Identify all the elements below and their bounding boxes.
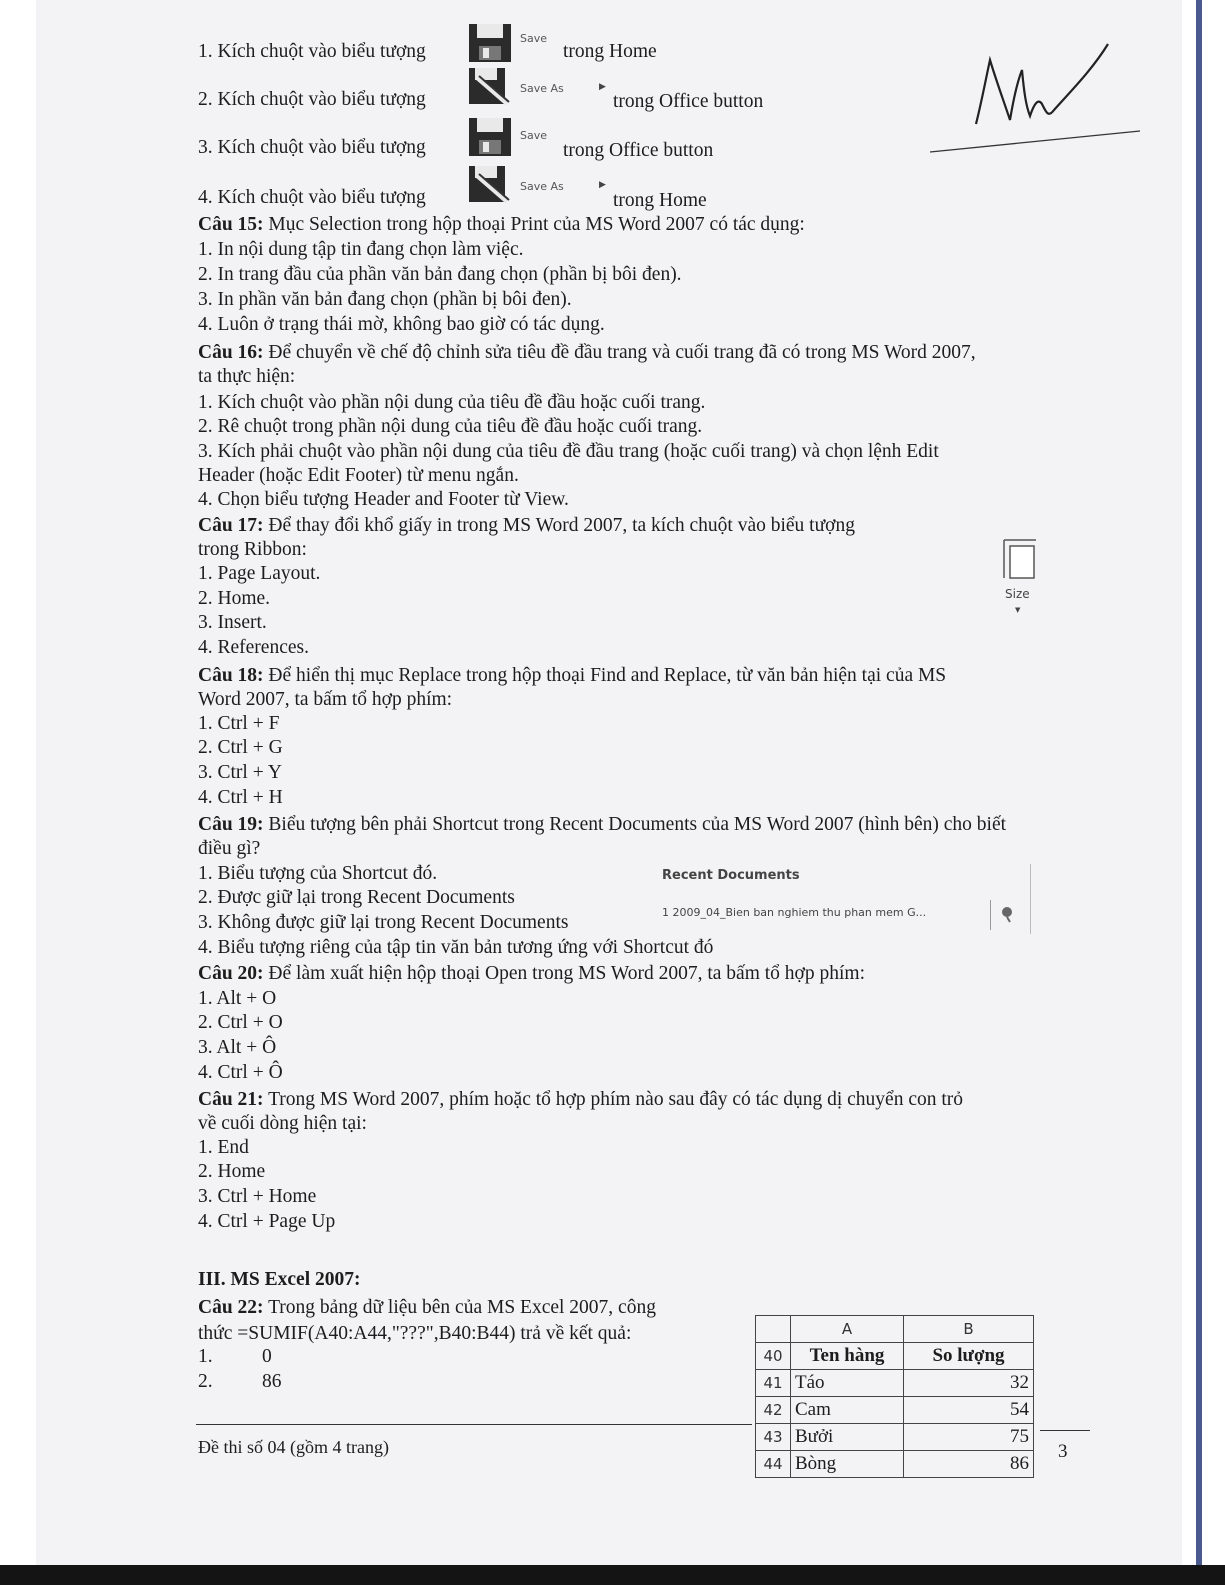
table-row — [756, 1451, 1034, 1478]
q17-question-cont: trong Ribbon: — [198, 539, 307, 560]
save-as-icon-label: Save As — [520, 180, 564, 193]
q14-option-3: 3. Kích chuột vào biểu tượng — [198, 137, 426, 158]
q19-question: Câu 19: Biểu tượng bên phải Shortcut trong Recent Documents của MS Word 2007 (hình bên) cho biết — [198, 814, 1007, 835]
q17-option-4: 4. References. — [198, 637, 309, 658]
save-icon-label: Save — [520, 32, 548, 45]
q17-option-2: 2. Home. — [198, 588, 271, 609]
save-as-icon — [467, 64, 515, 108]
column-header-a: A — [791, 1316, 904, 1343]
table-row — [756, 1370, 1034, 1397]
table-row — [756, 1424, 1034, 1451]
row-number: 44 — [756, 1451, 791, 1478]
q22-option-1: 1. 0 — [198, 1346, 272, 1367]
recent-document-item: 1 2009_04_Bien ban nghiem thu phan mem G... — [662, 906, 927, 919]
recent-documents-panel — [660, 864, 1032, 934]
q16-question-cont: ta thực hiện: — [198, 366, 296, 387]
table-row — [756, 1343, 1034, 1370]
cell-a: Ten hàng — [791, 1343, 904, 1370]
scan-edge-strip — [1196, 0, 1202, 1565]
excel-table — [755, 1315, 1034, 1478]
q19-question-cont: điều gì? — [198, 838, 261, 859]
handwritten-signature — [930, 40, 1145, 160]
q21-option-2: 2. Home — [198, 1161, 266, 1182]
column-header-b: B — [904, 1316, 1034, 1343]
q20-question: Câu 20: Để làm xuất hiện hộp thoại Open trong MS Word 2007, ta bấm tổ hợp phím: — [198, 963, 865, 984]
q16-option-1: 1. Kích chuột vào phần nội dung của tiêu đề đầu hoặc cuối trang. — [198, 392, 706, 413]
cell-a: Bưởi — [791, 1424, 904, 1451]
q22-question-cont: thức =SUMIF(A40:A44,"???",B40:B44) trả về kết quả: — [198, 1323, 632, 1344]
cell-b: 32 — [904, 1370, 1034, 1397]
q18-option-1: 1. Ctrl + F — [198, 713, 280, 734]
q16-option-2: 2. Rê chuột trong phần nội dung của tiêu đề đầu hoặc cuối trang. — [198, 416, 703, 437]
q20-option-1: 1. Alt + O — [198, 988, 277, 1009]
table-row — [756, 1397, 1034, 1424]
footer-text: Đề thi số 04 (gồm 4 trang) — [198, 1437, 389, 1457]
save-icon — [467, 114, 515, 158]
cell-a: Bòng — [791, 1451, 904, 1478]
q19-option-3: 3. Không được giữ lại trong Recent Documents — [198, 912, 569, 933]
page-number: 3 — [1058, 1441, 1068, 1462]
q17-option-1: 1. Page Layout. — [198, 563, 321, 584]
q14-option-2: 2. Kích chuột vào biểu tượng — [198, 89, 426, 110]
q16-question: Câu 16: Để chuyển về chế độ chỉnh sửa tiêu đề đầu trang và cuối trang đã có trong MS Word 2007, — [198, 342, 976, 363]
table-row — [756, 1316, 1034, 1343]
row-number: 40 — [756, 1343, 791, 1370]
q14-option-1-after: trong Home — [563, 41, 657, 62]
row-number: 43 — [756, 1424, 791, 1451]
q14-option-1: 1. Kích chuột vào biểu tượng — [198, 41, 426, 62]
submenu-arrow-icon: ▶ — [599, 180, 606, 190]
recent-documents-title: Recent Documents — [662, 868, 800, 883]
q18-question: Câu 18: Để hiển thị mục Replace trong hộp thoại Find and Replace, từ văn bản hiện tại của MS — [198, 665, 947, 686]
q14-option-3-after: trong Office button — [563, 140, 714, 161]
q15-option-3: 3. In phần văn bản đang chọn (phần bị bôi đen). — [198, 289, 572, 310]
q21-option-3: 3. Ctrl + Home — [198, 1186, 317, 1207]
cell-a: Táo — [791, 1370, 904, 1397]
scan-edge-bottom — [0, 1565, 1225, 1585]
q21-question-cont: về cuối dòng hiện tại: — [198, 1113, 367, 1134]
q18-question-cont: Word 2007, ta bấm tổ hợp phím: — [198, 689, 453, 710]
footer-rule — [196, 1424, 752, 1425]
section-heading: III. MS Excel 2007: — [198, 1269, 361, 1290]
row-number: 42 — [756, 1397, 791, 1424]
dropdown-arrow-icon: ▼ — [1015, 606, 1021, 614]
q14-option-4-after: trong Home — [613, 190, 707, 211]
q18-option-4: 4. Ctrl + H — [198, 787, 283, 808]
q19-option-1: 1. Biểu tượng của Shortcut đó. — [198, 863, 438, 884]
size-icon-label: Size — [1005, 587, 1030, 601]
q19-option-2: 2. Được giữ lại trong Recent Documents — [198, 887, 515, 908]
q16-option-4: 4. Chọn biểu tượng Header and Footer từ View. — [198, 489, 569, 510]
row-number: 41 — [756, 1370, 791, 1397]
q20-option-3: 3. Alt + Ô — [198, 1037, 277, 1058]
save-icon-label: Save — [520, 129, 548, 142]
scan-edge-right — [1182, 0, 1225, 1585]
q22-option-2: 2. 86 — [198, 1371, 282, 1392]
footer-rule-right — [1040, 1430, 1090, 1431]
q21-option-4: 4. Ctrl + Page Up — [198, 1211, 336, 1232]
cell-b: So lượng — [904, 1343, 1034, 1370]
cell-b: 75 — [904, 1424, 1034, 1451]
cell-a: Cam — [791, 1397, 904, 1424]
q15-option-2: 2. In trang đầu của phần văn bản đang chọn (phần bị bôi đen). — [198, 264, 682, 285]
q16-option-3: 3. Kích phải chuột vào phần nội dung của tiêu đề đầu trang (hoặc cuối trang) và chọn lệnh Edit — [198, 441, 939, 462]
q20-option-2: 2. Ctrl + O — [198, 1012, 283, 1033]
q14-option-4: 4. Kích chuột vào biểu tượng — [198, 187, 426, 208]
q15-option-1: 1. In nội dung tập tin đang chọn làm việc. — [198, 239, 524, 260]
q15-question: Câu 15: Mục Selection trong hộp thoại Print của MS Word 2007 có tác dụng: — [198, 214, 805, 235]
q14-option-2-after: trong Office button — [613, 91, 764, 112]
save-icon — [467, 20, 515, 64]
q18-option-2: 2. Ctrl + G — [198, 737, 283, 758]
save-as-icon-label: Save As — [520, 82, 564, 95]
q15-option-4: 4. Luôn ở trạng thái mờ, không bao giờ có tác dụng. — [198, 314, 605, 335]
pin-separator — [990, 900, 991, 930]
save-as-icon — [467, 162, 515, 206]
q17-question: Câu 17: Để thay đổi khổ giấy in trong MS Word 2007, ta kích chuột vào biểu tượng — [198, 515, 855, 536]
cell-b: 86 — [904, 1451, 1034, 1478]
q22-question: Câu 22: Trong bảng dữ liệu bên của MS Excel 2007, công — [198, 1297, 656, 1318]
q16-option-3-cont: Header (hoặc Edit Footer) từ menu ngắn. — [198, 465, 519, 486]
panel-edge — [1030, 864, 1031, 934]
q18-option-3: 3. Ctrl + Y — [198, 762, 282, 783]
pin-icon — [996, 902, 1018, 924]
corner-cell — [756, 1316, 791, 1343]
q21-option-1: 1. End — [198, 1137, 249, 1158]
cell-b: 54 — [904, 1397, 1034, 1424]
q20-option-4: 4. Ctrl + Ô — [198, 1062, 283, 1083]
q19-option-4: 4. Biểu tượng riêng của tập tin văn bản tương ứng với Shortcut đó — [198, 937, 714, 958]
q17-option-3: 3. Insert. — [198, 612, 267, 633]
submenu-arrow-icon: ▶ — [599, 82, 606, 92]
page-size-icon — [1000, 536, 1040, 582]
q21-question: Câu 21: Trong MS Word 2007, phím hoặc tổ hợp phím nào sau đây có tác dụng dị chuyển con trỏ — [198, 1089, 964, 1110]
